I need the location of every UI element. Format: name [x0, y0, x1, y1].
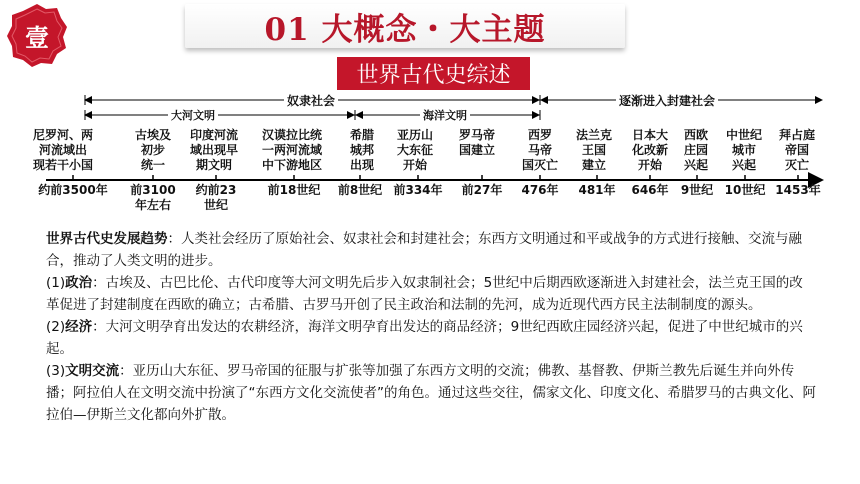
timeline-date: 476年 [521, 183, 559, 197]
economy-paragraph [46, 316, 816, 360]
badge-label: 壹 [25, 22, 49, 52]
timeline-event: 罗马帝 国建立 [458, 128, 496, 157]
exchange-label: 文明交流 [65, 363, 120, 379]
timeline-date: 前3100 年左右 [130, 183, 176, 212]
economy-number: (2) [46, 319, 66, 335]
economy-label: 经济 [65, 319, 93, 335]
timeline-event: 汉谟拉比统 一两河流域 中下游地区 [261, 128, 323, 172]
timeline-date: 10世纪 [724, 183, 766, 197]
timeline-event: 尼罗河、两 河流域出 现若干小国 [32, 128, 94, 172]
timeline-event: 亚历山 大东征 开始 [396, 128, 434, 172]
politics-number: (1) [46, 275, 66, 291]
timeline-event: 拜占庭 帝国 灭亡 [778, 128, 816, 172]
sub-era-ocean: 海洋文明 [420, 107, 470, 123]
exchange-text: ：亚历山大东征、罗马帝国的征服与扩张等加强了东西方文明的交流；佛教、基督教、伊斯兰教先后诞生并向外传播；阿拉伯人在文明交流中扮演了“东西方文化交流使者”的角色。通过这些交往，儒家文化、印度文化、希腊罗马的古典文化、阿拉伯—伊斯兰文化都向外扩散。 [46, 363, 816, 423]
timeline-event: 法兰克 王国 建立 [575, 128, 613, 172]
exchange-paragraph [46, 360, 816, 426]
exchange-number: (3) [46, 363, 66, 379]
politics-paragraph [46, 272, 816, 316]
timeline-event: 西欧 庄园 兴起 [683, 128, 709, 172]
economy-text: ：大河文明孕育出发达的农耕经济，海洋文明孕育出发达的商品经济；9世纪西欧庄园经济兴起，促进了中世纪城市的兴起。 [46, 319, 803, 357]
timeline-date: 前18世纪 [267, 183, 321, 197]
era-feudal: 逐渐进入封建社会 [616, 92, 718, 109]
timeline-date: 646年 [631, 183, 669, 197]
section-badge [6, 2, 68, 68]
page-title: 01 大概念・大主题 [185, 4, 625, 48]
timeline-date: 约前3500年 [38, 183, 108, 197]
timeline-date: 9世纪 [680, 183, 714, 197]
timeline-event: 古埃及 初步 统一 [134, 128, 172, 172]
era-slavery: 奴隶社会 [284, 92, 338, 109]
trend-paragraph [46, 228, 816, 272]
politics-label: 政治 [65, 275, 93, 291]
history-timeline [0, 90, 860, 215]
timeline-event: 希腊 城邦 出现 [349, 128, 375, 172]
politics-text: ：古埃及、古巴比伦、古代印度等大河文明先后步入奴隶制社会；5世纪中后期西欧逐渐进入封建社会，法兰克王国的改革促进了封建制度在西欧的确立；古希腊、古罗马开创了民主政治和法制的先河，成为近现代西方民主法制制度的源头。 [46, 275, 803, 313]
timeline-event: 西罗 马帝 国灭亡 [521, 128, 559, 172]
trend-text: ：人类社会经历了原始社会、奴隶社会和封建社会；东西方文明通过和平或战争的方式进行接触、交流与融合，推动了人类文明的进步。 [46, 231, 802, 269]
summary-text [46, 228, 816, 426]
page-subtitle: 世界古代史综述 [337, 57, 530, 90]
trend-label: 世界古代史发展趋势 [46, 231, 168, 247]
timeline-date: 481年 [578, 183, 616, 197]
sub-era-river: 大河文明 [168, 107, 218, 123]
timeline-date: 前334年 [393, 183, 443, 197]
timeline-event: 中世纪 城市 兴起 [725, 128, 763, 172]
timeline-date: 约前23 世纪 [195, 183, 237, 212]
timeline-date: 1453年 [775, 183, 821, 197]
timeline-event: 印度河流 域出现早 期文明 [189, 128, 239, 172]
timeline-date: 前8世纪 [337, 183, 383, 197]
timeline-event: 日本大 化改新 开始 [631, 128, 669, 172]
timeline-date: 前27年 [461, 183, 503, 197]
